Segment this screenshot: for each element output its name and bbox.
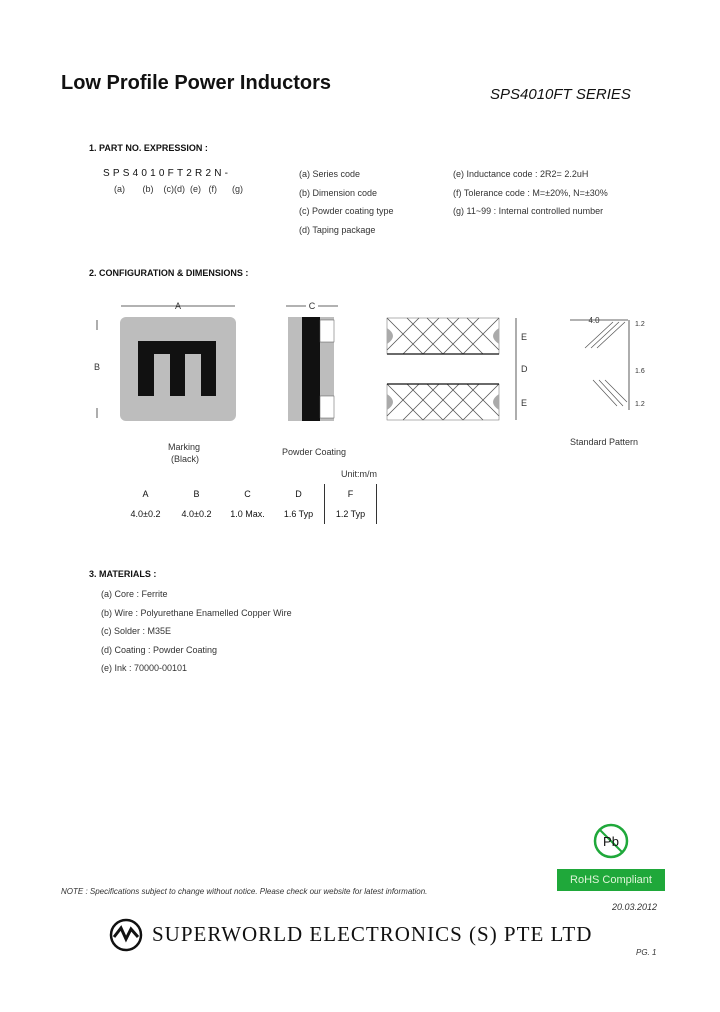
table-header-cell: F	[325, 484, 377, 504]
footer-date: 20.03.2012	[612, 902, 658, 912]
section2-heading: 2. CONFIGURATION & DIMENSIONS :	[89, 268, 249, 278]
pattern-t2-label: 1.2	[635, 401, 645, 408]
top-view-drawing	[88, 296, 248, 431]
unit-label: Unit:m/m	[341, 469, 377, 479]
table-cell: 4.0±0.2	[130, 509, 161, 519]
section1-heading: 1. PART NO. EXPRESSION :	[89, 143, 208, 153]
dim-c-label: C	[308, 301, 316, 311]
dimension-table	[120, 484, 377, 524]
desc-b: (b) Dimension code	[299, 187, 378, 198]
pattern-label: Standard Pattern	[570, 437, 639, 447]
dim-e-label-top: E	[521, 332, 528, 342]
table-header-cell: B	[193, 489, 200, 499]
list-item: (d) Coating : Powder Coating	[101, 644, 218, 655]
table-cell: 1.6 Typ	[283, 509, 314, 519]
materials-list	[101, 585, 292, 678]
desc-a: (a) Series code	[299, 169, 361, 179]
dim-e-label-bottom: E	[521, 398, 528, 408]
pattern-t1-label: 1.2	[635, 321, 645, 328]
pb-logo-text: Pb	[603, 834, 619, 849]
pattern-width-label: 4.0	[588, 316, 600, 325]
desc-f: (f) Tolerance code : M=±20%, N=±30%	[453, 187, 608, 198]
coating-label: Powder Coating	[282, 447, 347, 457]
part-desc-col2	[453, 165, 608, 221]
table-cell: 1.2 Typ	[325, 504, 377, 524]
pattern-mid-label: 1.6	[635, 368, 645, 375]
list-item: (a) Core : Ferrite	[101, 589, 168, 599]
desc-e: (e) Inductance code : 2R2= 2.2uH	[453, 169, 589, 179]
part-desc-col1	[299, 165, 394, 239]
footer-note: NOTE : Specifications subject to change without notice. Please check our website for latest information.	[61, 887, 428, 896]
desc-c: (c) Powder coating type	[299, 206, 394, 216]
table-header-cell: A	[142, 489, 149, 499]
side-view-drawing	[278, 296, 348, 431]
part-code: SPS4010FT2R2N-	[103, 168, 232, 179]
table-cell: 1.0 Max.	[230, 509, 265, 519]
company-name: SUPERWORLD ELECTRONICS (S) PTE LTD	[152, 922, 593, 946]
series-name: SPS4010FT SERIES	[490, 86, 631, 103]
table-header-cell: D	[295, 489, 302, 499]
dim-b-label: B	[93, 362, 101, 372]
part-code-letters: (a) (b) (c)(d) (e) (f) (g)	[114, 184, 243, 194]
marking-symbol	[138, 341, 216, 396]
marking-label: Marking	[168, 442, 201, 452]
dim-a-label: A	[174, 301, 182, 311]
section3-heading: 3. MATERIALS :	[89, 569, 157, 579]
standard-pattern-drawing	[565, 310, 645, 415]
desc-d: (d) Taping package	[299, 224, 376, 235]
rohs-badge: RoHS Compliant	[557, 869, 665, 891]
taping-drawing	[383, 310, 528, 430]
company-logo-icon	[108, 917, 144, 953]
marking-sub: (Black)	[171, 454, 200, 464]
coating-band	[302, 317, 320, 421]
page-number: PG. 1	[636, 948, 657, 957]
table-header-row	[120, 484, 377, 504]
table-cell: 4.0±0.2	[181, 509, 212, 519]
dim-d-label: D	[521, 364, 528, 374]
pb-free-logo-icon	[592, 822, 630, 860]
table-row	[120, 504, 377, 524]
page-title: Low Profile Power Inductors	[61, 72, 332, 94]
list-item: (c) Solder : M35E	[101, 626, 172, 636]
list-item: (e) Ink : 70000-00101	[101, 663, 188, 673]
list-item: (b) Wire : Polyurethane Enamelled Copper Wire	[101, 607, 292, 618]
table-header-cell: C	[244, 489, 251, 499]
desc-g: (g) 11~99 : Internal controlled number	[453, 206, 604, 216]
